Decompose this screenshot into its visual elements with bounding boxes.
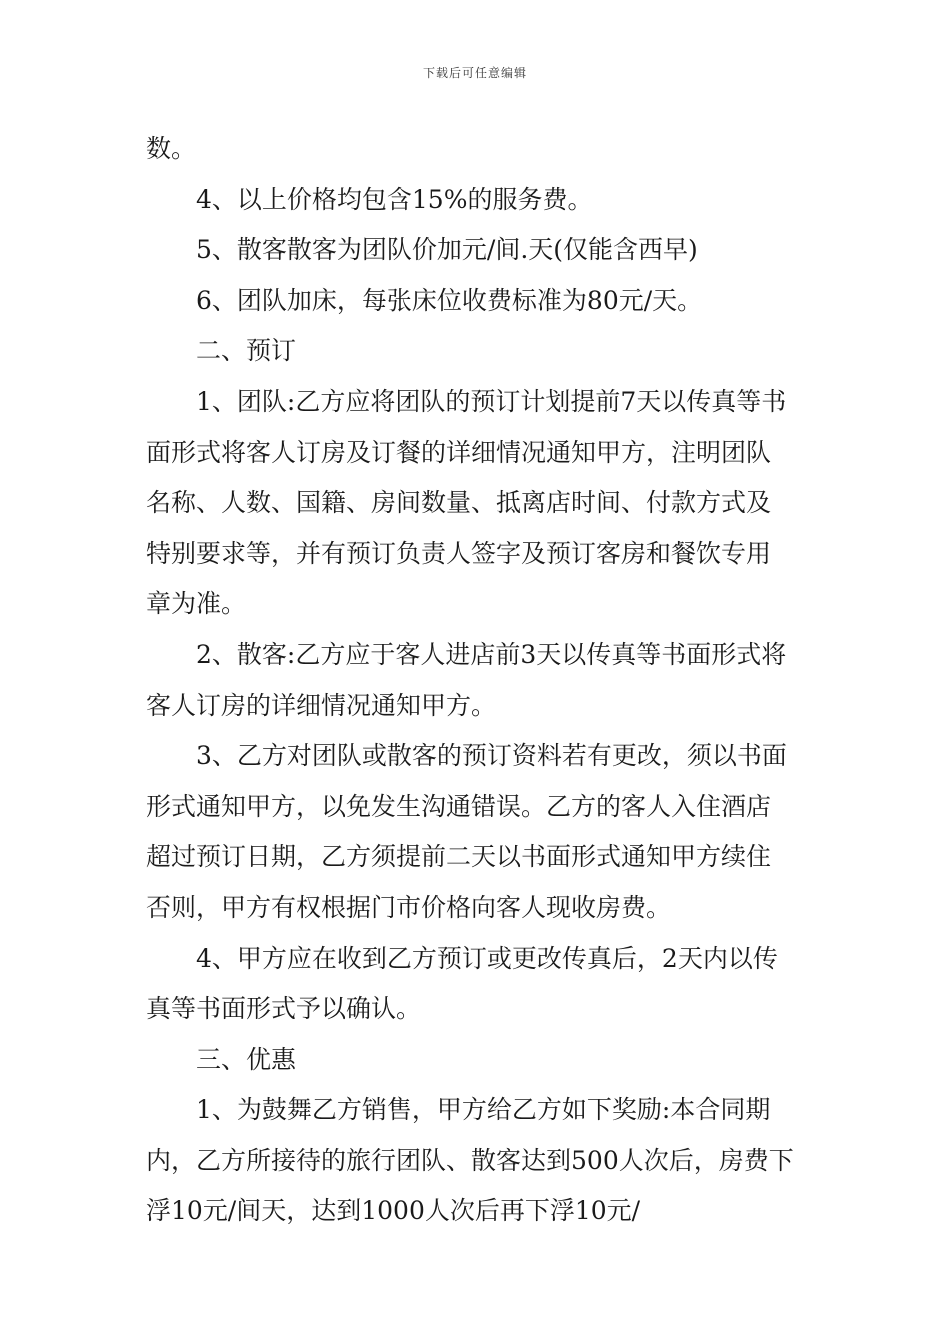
text-line: 1、为鼓舞乙方销售，甲方给乙方如下奖励:本合同期 — [196, 1095, 771, 1125]
text-line: 4、甲方应在收到乙方预订或更改传真后，2天内以传 — [196, 943, 778, 973]
text-line: 内，乙方所接待的旅行团队、散客达到500人次后，房费下 — [146, 1145, 794, 1175]
document-body — [146, 124, 806, 1237]
text-line: 1、团队:乙方应将团队的预订计划提前7天以传真等书 — [196, 386, 787, 416]
text-line: 真等书面形式予以确认。 — [146, 994, 422, 1024]
text-line: 形式通知甲方，以免发生沟通错误。乙方的客人入住酒店 — [146, 791, 772, 821]
text-line: 4、以上价格均包含15%的服务费。 — [196, 184, 593, 214]
text-line: 5、散客散客为团队价加元/间.天(仅能含西早) — [196, 235, 698, 265]
text-line: 三、优惠 — [196, 1044, 297, 1074]
text-line: 客人订房的详细情况通知甲方。 — [146, 690, 497, 720]
text-line: 2、散客:乙方应于客人进店前3天以传真等书面形式将 — [196, 639, 787, 669]
page-header: 下载后可任意编辑 — [422, 66, 527, 80]
text-line: 特别要求等，并有预订负责人签字及预订客房和餐饮专用 — [146, 538, 772, 568]
text-line: 名称、人数、国籍、房间数量、抵离店时间、付款方式及 — [146, 488, 772, 518]
text-line: 超过预订日期，乙方须提前二天以书面形式通知甲方续住 — [146, 842, 772, 872]
text-line: 否则，甲方有权根据门市价格向客人现收房费。 — [146, 892, 672, 922]
text-line: 二、预订 — [196, 336, 297, 366]
text-line: 6、团队加床，每张床位收费标准为80元/天。 — [196, 285, 703, 315]
text-line: 章为准。 — [146, 589, 247, 619]
text-line: 3、乙方对团队或散客的预订资料若有更改，须以书面 — [196, 741, 787, 771]
text-line: 浮10元/间天，达到1000人次后再下浮10元/ — [146, 1196, 641, 1226]
text-line: 数。 — [146, 134, 197, 163]
text-line: 面形式将客人订房及订餐的详细情况通知甲方，注明团队 — [146, 437, 772, 467]
